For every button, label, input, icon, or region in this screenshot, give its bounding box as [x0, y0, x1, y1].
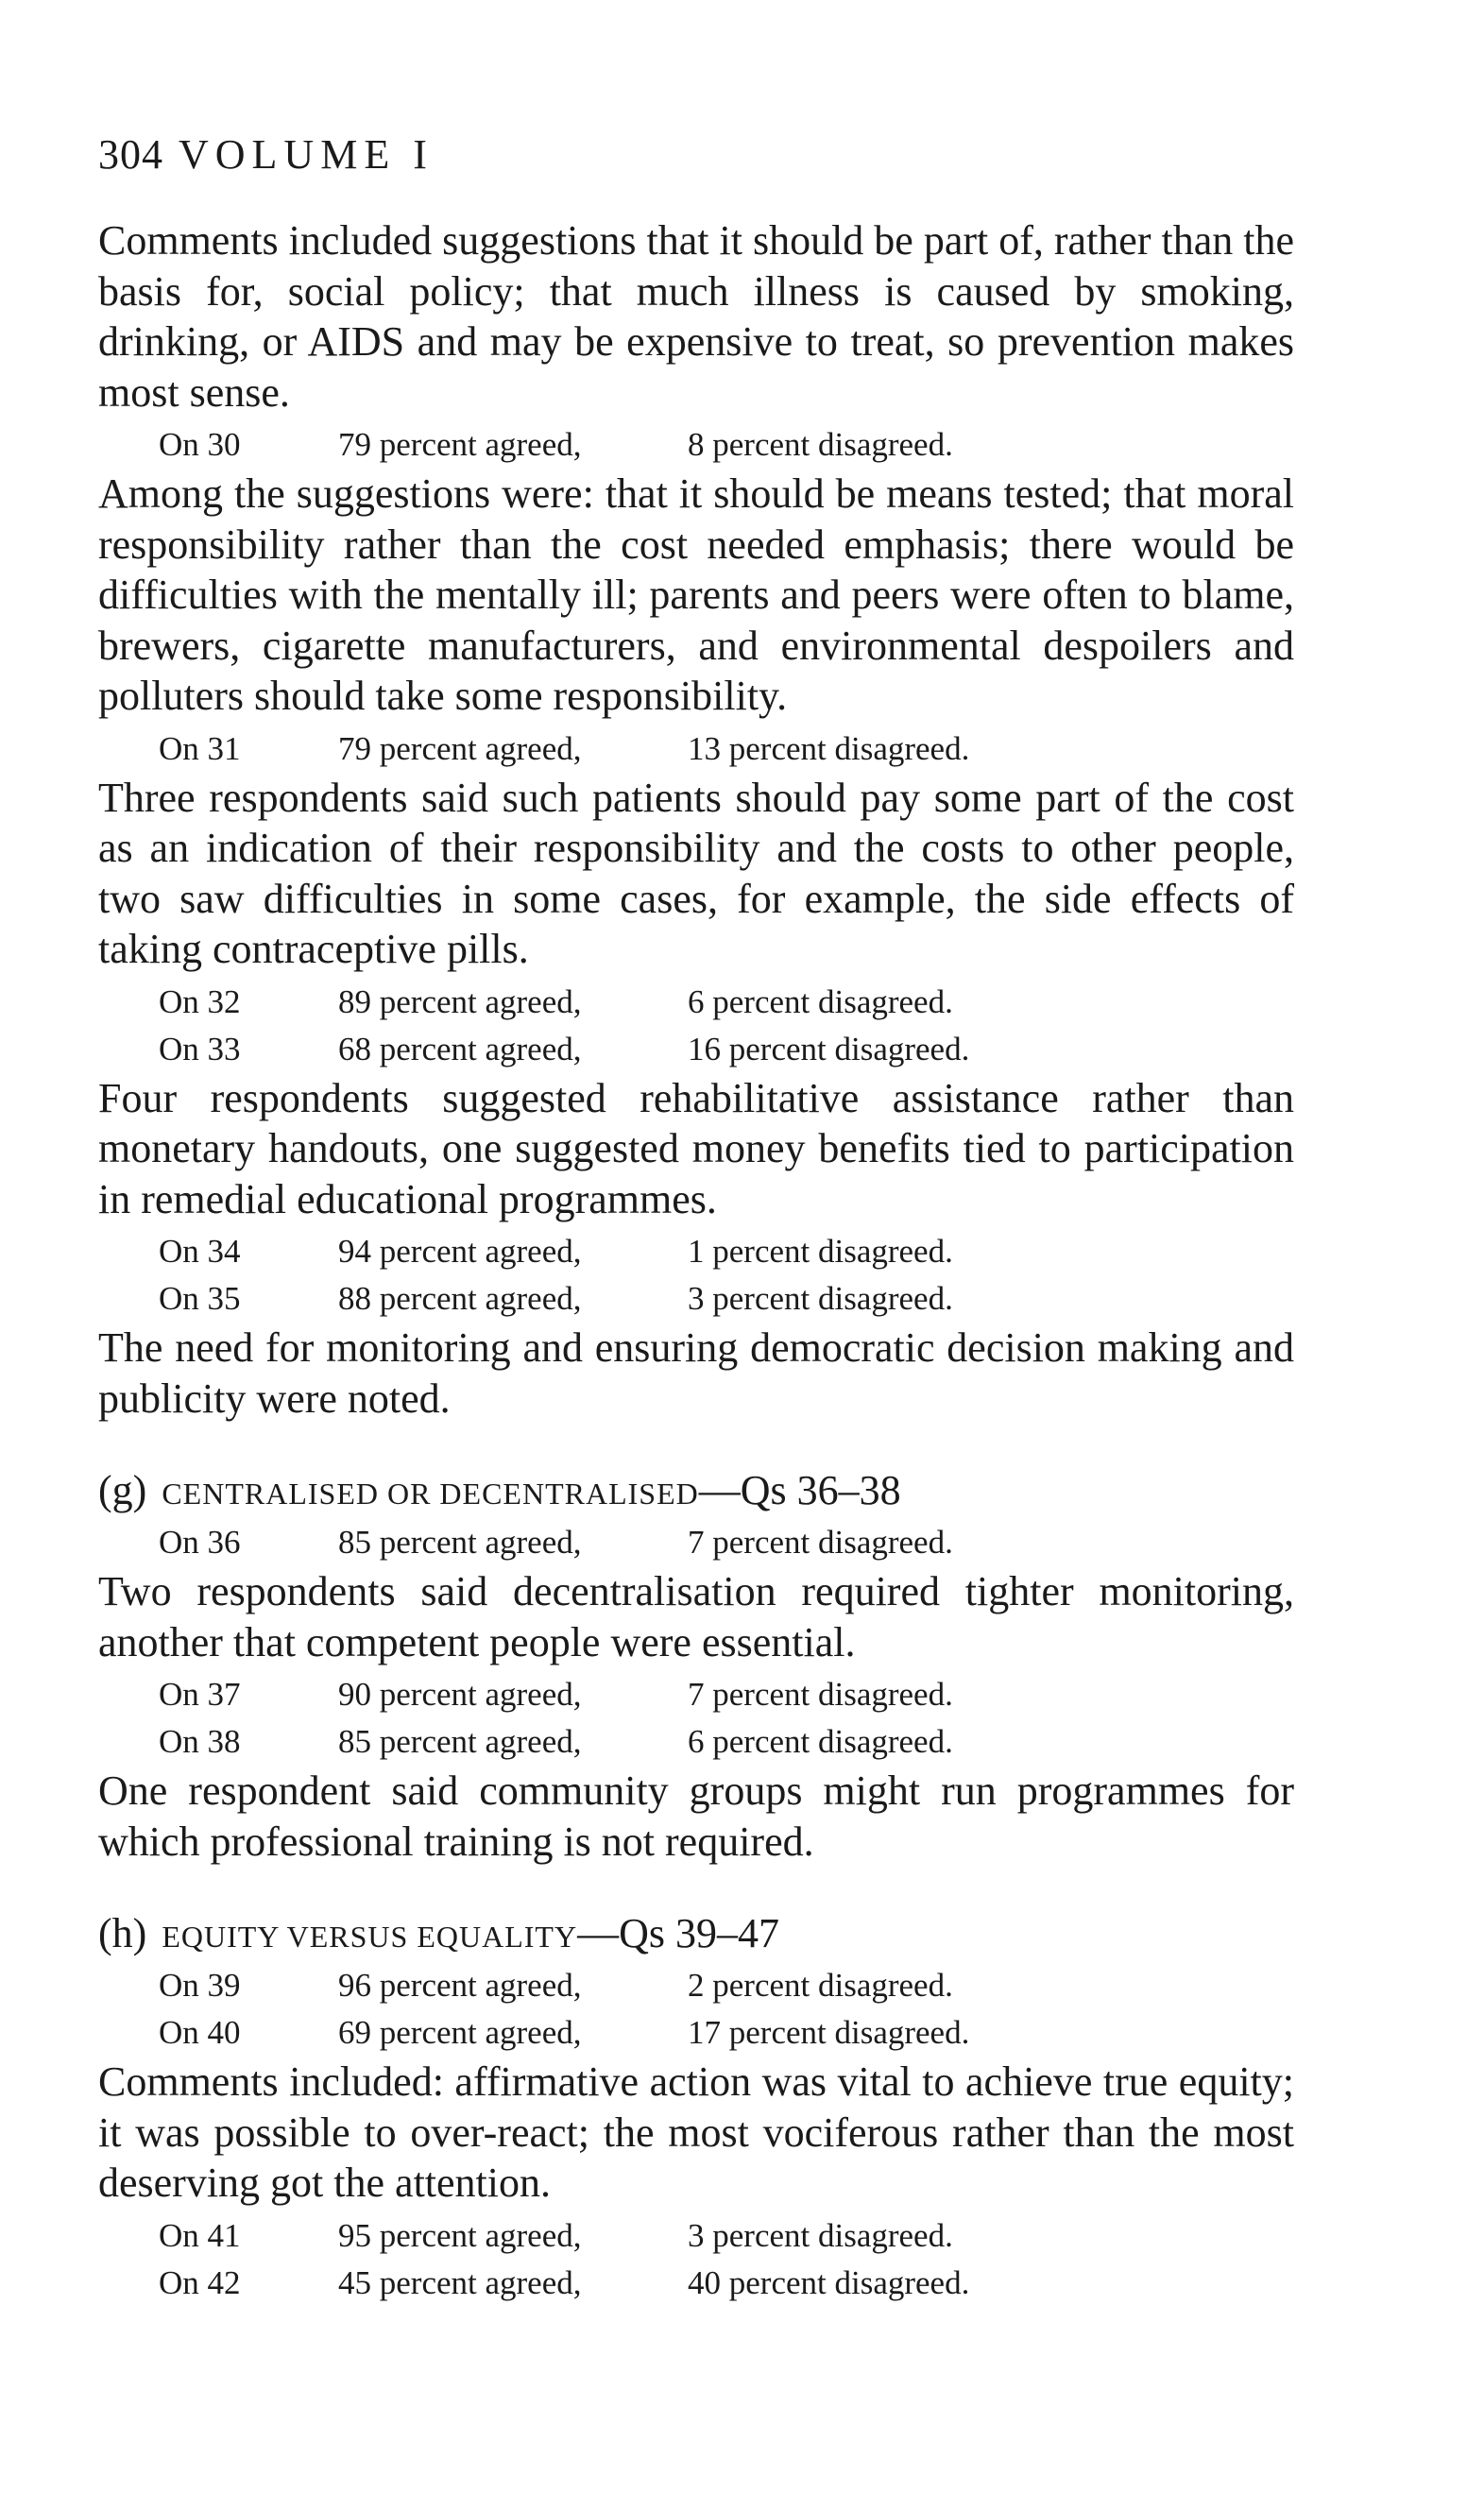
survey-result-line	[98, 2009, 1294, 2057]
agreed-percent: 85 percent agreed,	[338, 1723, 582, 1760]
agreed-percent: 89 percent agreed,	[338, 982, 582, 1020]
disagreed-percent: 2 percent disagreed.	[688, 1967, 953, 2004]
agreed-percent: 96 percent agreed,	[338, 1967, 582, 2004]
disagreed-percent: 17 percent disagreed.	[688, 2014, 970, 2051]
section-heading	[98, 1465, 1294, 1519]
body-paragraph: Among the suggestions were: that it should be means tested; that moral responsibility rather than the cost needed emphasis; there would be difficulties with the mentally ill; parents and peers were often to blame, brewers, cigarette manufacturers, and environmental despoilers and polluters should take some responsibility.	[98, 470, 1294, 719]
agreed-percent: 94 percent agreed,	[338, 1233, 582, 1270]
disagreed-percent: 1 percent disagreed.	[688, 1233, 953, 1270]
agreed-percent: 95 percent agreed,	[338, 2216, 582, 2254]
question-number: On 39	[159, 1967, 241, 2004]
body-paragraph: Comments included suggestions that it should be part of, rather than the basis for, social policy; that much illness is caused by smoking, drinking, or AIDS and may be expensive to treat, so prevention makes most sense.	[98, 217, 1294, 416]
disagreed-percent: 16 percent disagreed.	[688, 1030, 970, 1067]
agreed-percent: 90 percent agreed,	[338, 1676, 582, 1713]
body-paragraph: Three respondents said such patients should pay some part of the cost as an indication of their responsibility and the costs to other people, two saw difficulties in some cases, for example, the side effects of taking contraceptive pills.	[98, 774, 1294, 972]
question-number: On 35	[159, 1280, 241, 1317]
question-number: On 30	[159, 426, 241, 463]
disagreed-percent: 13 percent disagreed.	[688, 729, 970, 767]
section-spacer	[98, 1427, 1294, 1465]
question-number: On 37	[159, 1676, 241, 1713]
disagreed-percent: 3 percent disagreed.	[688, 2216, 953, 2254]
body-paragraph: The need for monitoring and ensuring democratic decision making and publicity were noted.	[98, 1324, 1294, 1422]
body-paragraph: Four respondents suggested rehabilitative assistance rather than monetary handouts, one suggested money benefits tied to participation in remedial educational programmes.	[98, 1074, 1294, 1222]
body-paragraph: Two respondents said decentralisation required tighter monitoring, another that competent people were essential.	[98, 1568, 1294, 1665]
question-number: On 32	[159, 982, 241, 1020]
question-number: On 41	[159, 2216, 241, 2254]
question-number: On 42	[159, 2263, 241, 2301]
disagreed-percent: 7 percent disagreed.	[688, 1676, 953, 1713]
survey-result-line	[98, 726, 1294, 773]
section-heading	[98, 1908, 1294, 1962]
question-number: On 40	[159, 2014, 241, 2051]
survey-result-line	[98, 2212, 1294, 2260]
disagreed-percent: 6 percent disagreed.	[688, 1723, 953, 1760]
survey-result-line	[98, 979, 1294, 1026]
disagreed-percent: 6 percent disagreed.	[688, 982, 953, 1020]
section-question-range: —Qs 36–38	[698, 1467, 901, 1513]
section-question-range: —Qs 39–47	[577, 1910, 779, 1956]
agreed-percent: 79 percent agreed,	[338, 426, 582, 463]
question-number: On 38	[159, 1723, 241, 1760]
survey-result-line	[98, 1962, 1294, 2009]
agreed-percent: 85 percent agreed,	[338, 1524, 582, 1561]
question-number: On 34	[159, 1233, 241, 1270]
section-label: (h)	[98, 1910, 147, 1956]
survey-result-line	[98, 1026, 1294, 1073]
question-number: On 33	[159, 1030, 241, 1067]
agreed-percent: 68 percent agreed,	[338, 1030, 582, 1067]
section-title: CENTRALISED OR DECENTRALISED	[162, 1477, 699, 1511]
question-number: On 36	[159, 1524, 241, 1561]
survey-result-line	[98, 1519, 1294, 1566]
agreed-percent: 69 percent agreed,	[338, 2014, 582, 2051]
survey-result-line	[98, 421, 1294, 469]
survey-result-line	[98, 1671, 1294, 1718]
survey-result-line	[98, 1718, 1294, 1766]
disagreed-percent: 3 percent disagreed.	[688, 1280, 953, 1317]
volume-label: VOLUME I	[179, 131, 434, 178]
body-paragraph: Comments included: affirmative action was vital to achieve true equity; it was possible to over-react; the most vociferous rather than the most deserving got the attention.	[98, 2058, 1294, 2206]
section-spacer	[98, 1870, 1294, 1908]
page-number: 304	[98, 131, 163, 178]
agreed-percent: 79 percent agreed,	[338, 729, 582, 767]
body-paragraph: One respondent said community groups might run programmes for which professional training is not required.	[98, 1767, 1294, 1865]
disagreed-percent: 7 percent disagreed.	[688, 1524, 953, 1561]
section-title: EQUITY VERSUS EQUALITY	[162, 1920, 578, 1954]
survey-result-line	[98, 1275, 1294, 1323]
question-number: On 31	[159, 729, 241, 767]
disagreed-percent: 40 percent disagreed.	[688, 2263, 970, 2301]
survey-result-line	[98, 1228, 1294, 1275]
section-label: (g)	[98, 1467, 147, 1513]
disagreed-percent: 8 percent disagreed.	[688, 426, 953, 463]
running-header	[98, 130, 434, 179]
agreed-percent: 45 percent agreed,	[338, 2263, 582, 2301]
agreed-percent: 88 percent agreed,	[338, 1280, 582, 1317]
page-body	[98, 215, 1294, 2307]
survey-result-line	[98, 2260, 1294, 2307]
